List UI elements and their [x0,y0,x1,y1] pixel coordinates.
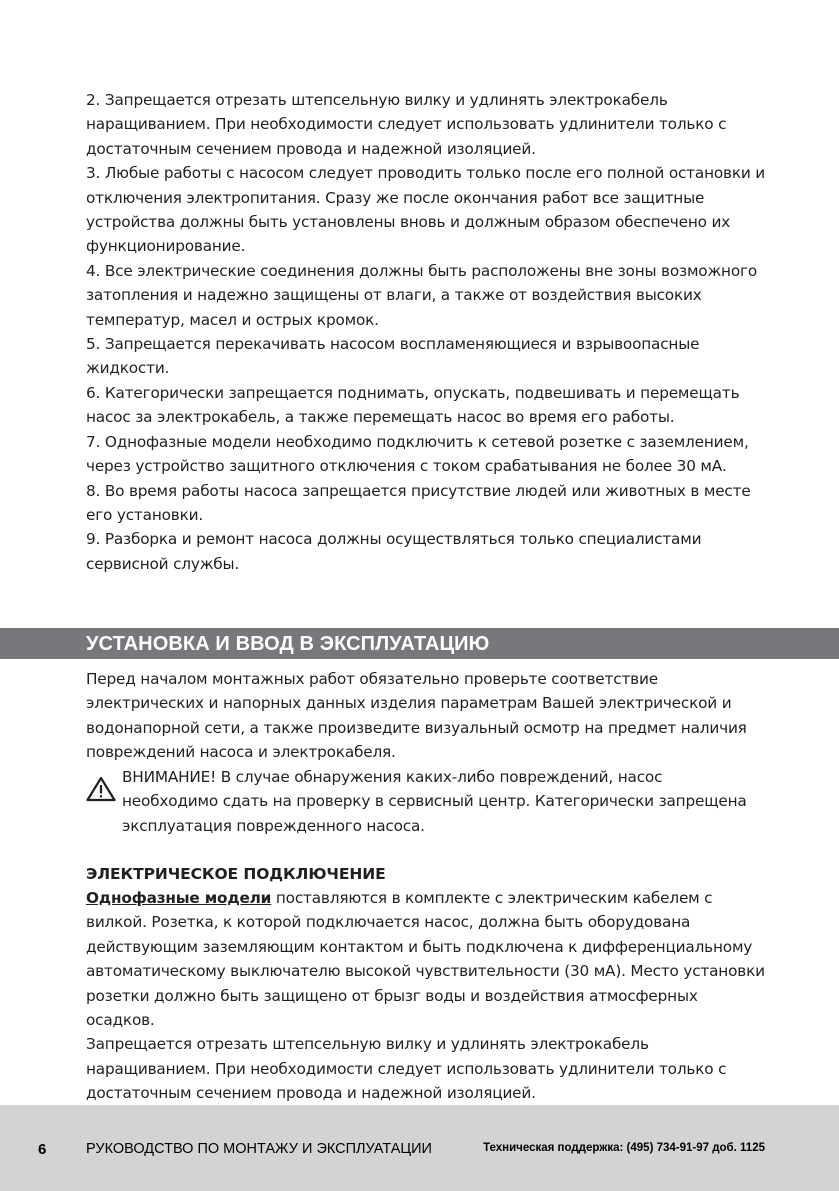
footer-manual-title: РУКОВОДСТВО ПО МОНТАЖУ И ЭКСПЛУАТАЦИИ [86,1141,432,1157]
safety-item: 9. Разборка и ремонт насоса должны осуществляться только специалистами сервисной службы. [86,530,702,573]
section-title: УСТАНОВКА И ВВОД В ЭКСПЛУАТАЦИЮ [86,633,490,655]
safety-item: 2. Запрещается отрезать штепсельную вилку и удлинять электрокабель наращиванием. При необходимости следует использовать удлинители только с достаточным сечением провода и надежной изоляцией. [86,91,727,158]
installation-intro-text: Перед началом монтажных работ обязательно проверьте соответствие электрических и напорных данных изделия параметрам Вашей электрической и водонапорной сети, а также произведите визуальный осмотр на предмет наличия повреждений насоса и электрокабеля. [86,670,747,762]
page-footer [0,1105,839,1191]
section-header-bar [0,628,839,659]
electrical-connection-heading: ЭЛЕКТРИЧЕСКОЕ ПОДКЛЮЧЕНИЕ [86,865,386,883]
warning-text: ВНИМАНИЕ! В случае обнаружения каких-либо повреждений, насос необходимо сдать на проверку в сервисный центр. Категорически запрещена эксплуатация поврежденного насоса. [122,768,747,835]
electrical-connection-body [86,886,766,1106]
safety-item: 7. Однофазные модели необходимо подключить к сетевой розетке с заземлением, через устройство защитного отключения с током срабатывания не более 30 мА. [86,432,749,476]
installation-intro [86,667,766,765]
safety-item: 4. Все электрические соединения должны быть расположены вне зоны возможного затопления и надежно защищены от влаги, а также от воздействия высоких температур, масел и острых кромок. [86,261,757,329]
safety-item: 6. Категорически запрещается поднимать, опускать, подвешивать и перемещать насос за электрокабель, а также перемещать насос во время его работы. [86,383,740,427]
page-number: 6 [38,1141,47,1158]
warning-triangle-icon [86,776,116,802]
electrical-paragraph: Запрещается отрезать штепсельную вилку и удлинять электрокабель наращиванием. При необходимости следует использовать удлинители только с достаточным сечением провода и надежной изоляцией. [86,1035,727,1103]
safety-instructions-list [86,88,766,576]
single-phase-models-label: Однофазные модели [86,889,272,907]
electrical-paragraph-text: поставляются в комплекте с электрическим кабелем с вилкой. Розетка, к которой подключается насос, должна быть оборудована действующим заземляющим контактом и быть подключена к дифференциальному автоматическому выключателю высокой чувствительности (30 мА). Место установки розетки должно быть защищено от брызг воды и воздействия атмосферных осадков. [86,889,765,1030]
safety-item: 3. Любые работы с насосом следует проводить только после его полной остановки и отключения электропитания. Сразу же после окончания работ все защитные устройства должны быть установлены вновь и должным образом обеспечено их функционирование. [86,164,766,256]
safety-item: 5. Запрещается перекачивать насосом воспламеняющиеся и взрывоопасные жидкости. [86,335,700,378]
electrical-paragraph [86,886,766,1032]
footer-support-phone: Техническая поддержка: (495) 734-91-97 доб. 1125 [483,1142,765,1154]
safety-item: 8. Во время работы насоса запрещается присутствие людей или животных в месте его установки. [86,481,751,524]
